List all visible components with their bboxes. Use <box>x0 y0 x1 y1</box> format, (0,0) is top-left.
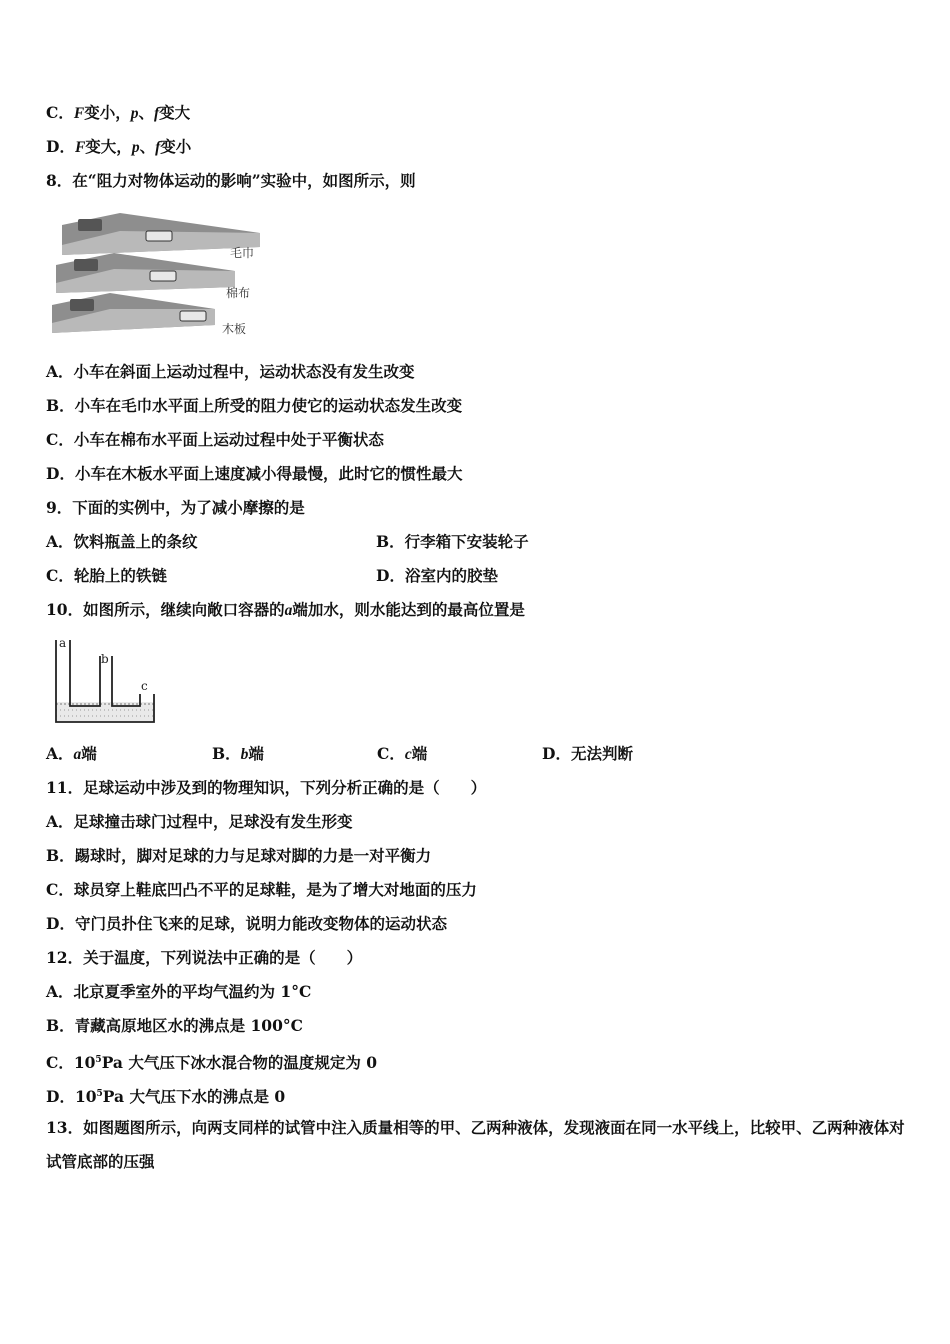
figure-label-wood: 木板 <box>222 322 247 336</box>
q12-stem: 12．关于温度，下列说法中正确的是（ ） <box>46 948 363 967</box>
q7-option-c: C．F变小，p、f变大 <box>46 103 191 122</box>
q11-option-b: B．踢球时，脚对足球的力与足球对脚的力是一对平衡力 <box>46 846 432 865</box>
q8-option-c: C．小车在棉布水平面上运动过程中处于平衡状态 <box>46 430 384 449</box>
q12-option-a: A．北京夏季室外的平均气温约为 1°C <box>46 982 312 1001</box>
q7-option-d: D．F变大，p、f变小 <box>46 137 192 156</box>
q8-ramp-figure <box>50 205 265 340</box>
q12-option-b: B．青藏高原地区水的沸点是 100°C <box>46 1016 303 1035</box>
figure-label-b: b <box>101 652 109 666</box>
q11-option-a: A．足球撞击球门过程中，足球没有发生形变 <box>46 812 353 831</box>
q10-option-c: C．c端 <box>377 744 428 763</box>
q11-stem: 11．足球运动中涉及到的物理知识，下列分析正确的是（ ） <box>46 778 487 797</box>
wood-plane <box>52 293 246 336</box>
figure-label-a: a <box>59 636 67 650</box>
q12-option-d: D．$10^5Pa$ 大气压下水的沸点是 0 <box>46 1087 286 1106</box>
q9-option-c: C．轮胎上的铁链 <box>46 566 167 585</box>
q8-option-b: B．小车在毛巾水平面上所受的阻力使它的运动状态发生改变 <box>46 396 463 415</box>
figure-label-towel: 毛巾 <box>230 246 255 260</box>
q10-option-d: D．无法判断 <box>542 744 633 763</box>
cotton-plane <box>56 253 250 300</box>
q10-option-a: A．a端 <box>46 744 97 763</box>
q8-option-d: D．小车在木板水平面上速度减小得最慢，此时它的惯性最大 <box>46 464 463 483</box>
q9-option-d: D．浴室内的胶垫 <box>376 566 498 585</box>
q8-option-a: A．小车在斜面上运动过程中，运动状态没有发生改变 <box>46 362 415 381</box>
towel-plane <box>62 213 260 260</box>
figure-label-c: c <box>141 679 148 693</box>
figure-label-cotton: 棉布 <box>226 286 251 300</box>
q11-option-c: C．球员穿上鞋底凹凸不平的足球鞋，是为了增大对地面的压力 <box>46 880 477 899</box>
q12-option-c: C．$10^5Pa$ 大气压下冰水混合物的温度规定为 0 <box>46 1053 378 1072</box>
q9-stem: 9．下面的实例中，为了减小摩擦的是 <box>46 498 305 517</box>
q9-option-a: A．饮料瓶盖上的条纹 <box>46 532 198 551</box>
q10-option-b: B．b端 <box>212 744 264 763</box>
q9-option-b: B．行李箱下安装轮子 <box>376 532 529 551</box>
q13-stem: 13．如图题图所示，向两支同样的试管中注入质量相等的甲、乙两种液体，发现液面在同一水平线上，比较甲、乙两种液体对试管底部的压强 <box>46 1118 905 1171</box>
q11-option-d: D．守门员扑住飞来的足球，说明力能改变物体的运动状态 <box>46 914 447 933</box>
q10-container-figure <box>50 636 160 728</box>
q8-stem: 8．在“阻力对物体运动的影响”实验中，如图所示，则 <box>46 171 416 190</box>
q10-stem: 10．如图所示，继续向敞口容器的a端加水，则水能达到的最高位置是 <box>46 600 525 619</box>
